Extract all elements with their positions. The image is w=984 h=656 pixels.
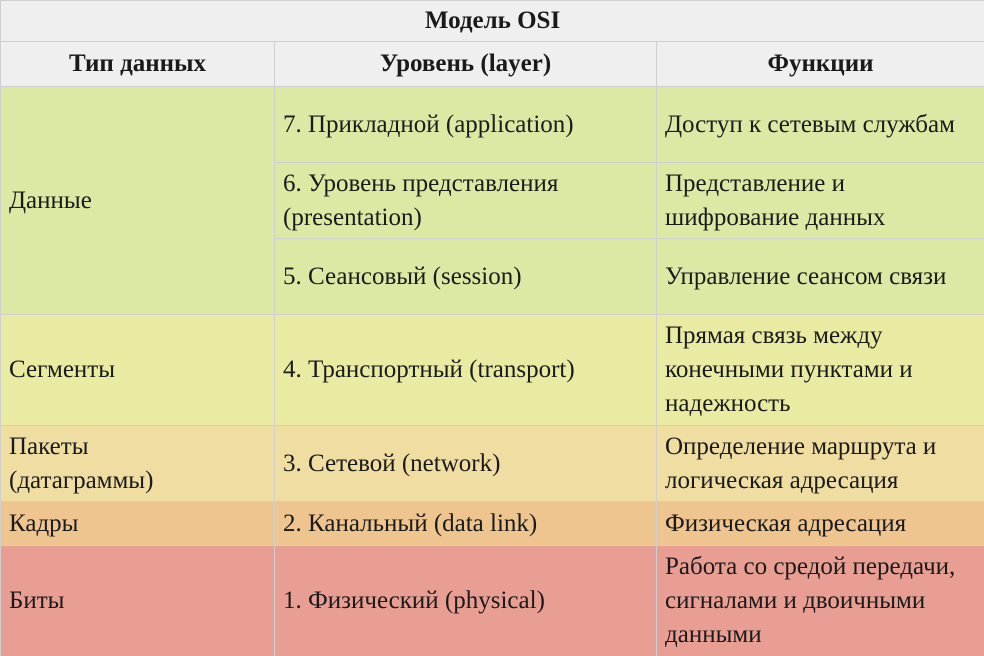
- table-row-layer-4: [1, 315, 984, 426]
- function-cell-4: Прямая связь между конечными пунктами и надежность: [657, 315, 984, 426]
- group-cell-packets: Пакеты (датаграммы): [1, 426, 275, 502]
- layer-cell-6: 6. Уровень представления (presentation): [275, 163, 657, 239]
- table-row-layer-2: [1, 502, 984, 546]
- function-cell-2: Физическая адресация: [657, 502, 984, 546]
- group-cell-segments: Сегменты: [1, 315, 275, 426]
- layer-cell-5: 5. Сеансовый (session): [275, 239, 657, 315]
- group-cell-data: Данные: [1, 87, 275, 315]
- title-row: [1, 1, 984, 42]
- header-functions: Функции: [657, 42, 984, 87]
- group-cell-bits: Биты: [1, 546, 275, 656]
- layer-cell-4: 4. Транспортный (transport): [275, 315, 657, 426]
- header-data-type: Тип данных: [1, 42, 275, 87]
- table-row-layer-7: [1, 87, 984, 163]
- table-row-layer-1: [1, 546, 984, 656]
- table-row-layer-3: [1, 426, 984, 502]
- group-cell-frames: Кадры: [1, 502, 275, 546]
- table-title: Модель OSI: [1, 1, 984, 42]
- function-cell-1: Работа со средой передачи, сигналами и двоичными данными: [657, 546, 984, 656]
- layer-cell-1: 1. Физический (physical): [275, 546, 657, 656]
- function-cell-6: Представление и шифрование данных: [657, 163, 984, 239]
- layer-cell-7: 7. Прикладной (application): [275, 87, 657, 163]
- layer-cell-3: 3. Сетевой (network): [275, 426, 657, 502]
- layer-cell-2: 2. Канальный (data link): [275, 502, 657, 546]
- function-cell-3: Определение маршрута и логическая адресация: [657, 426, 984, 502]
- function-cell-7: Доступ к сетевым службам: [657, 87, 984, 163]
- function-cell-5: Управление сеансом связи: [657, 239, 984, 315]
- header-layer: Уровень (layer): [275, 42, 657, 87]
- header-row: [1, 42, 984, 87]
